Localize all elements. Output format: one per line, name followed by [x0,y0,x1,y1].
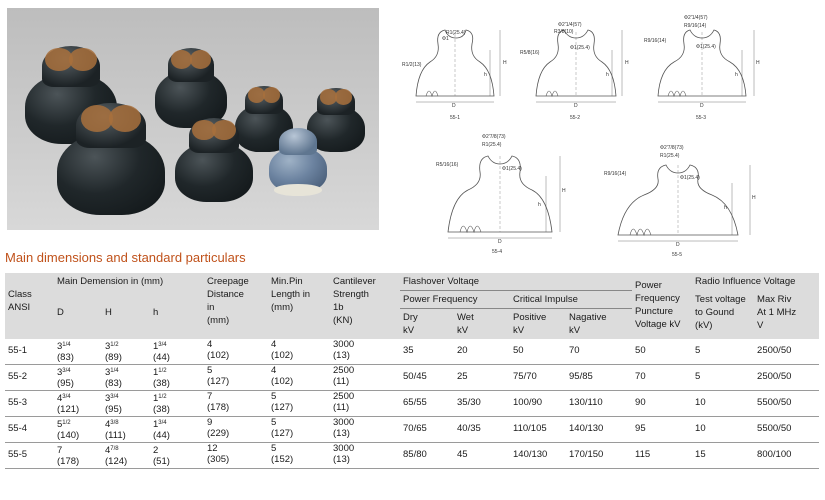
dim-label: h [735,72,738,78]
dim-label: Φ1 [442,36,449,42]
dim-label: h [484,72,487,78]
col-class-ansi: Class ANSI [5,273,54,339]
cell-max-riv: 800/100 [754,443,819,469]
cell-wet: 40/35 [454,417,510,443]
cell-positive: 75/70 [510,365,566,391]
cell-test-voltage: 5 [692,339,754,365]
cell-wet: 20 [454,339,510,365]
cell-creepage: 5 (127) [204,365,268,391]
cell-negative: 95/85 [566,365,632,391]
cell-negative: 140/130 [566,417,632,443]
cell-negative: 170/150 [566,443,632,469]
table-row [5,391,819,417]
cell-test-voltage: 5 [692,365,754,391]
dim-label: D [700,103,704,109]
cell-negative: 130/110 [566,391,632,417]
cell-h-upper: $3^{1/4}$ (83) [102,365,150,391]
col-main-dimension: Main Demension in (mm) [54,273,204,291]
cell-wet: 25 [454,365,510,391]
cell-d: $3^{1/4}$ (83) [54,339,102,365]
cell-class: 55-5 [5,443,54,469]
cell-puncture: 70 [632,365,692,391]
cell-cantilever: 3000 (13) [330,339,400,365]
cell-d: $5^{1/2}$ (140) [54,417,102,443]
cell-h-upper: $4^{3/8}$ (111) [102,417,150,443]
dim-label: D [574,103,578,109]
dim-label: R1/2(13) [402,62,422,68]
cell-min-pin: 5 (127) [268,417,330,443]
cell-h-upper: $3^{3/4}$ (95) [102,391,150,417]
col-creepage: Creepage Distance in (mm) [204,273,268,339]
col-radio-influence: Radio Influence Voltage [692,273,819,291]
col-min-pin: Min.Pin Length in (mm) [268,273,330,339]
cell-cantilever: 3000 (13) [330,443,400,469]
cell-min-pin: 5 (127) [268,391,330,417]
cell-class: 55-4 [5,417,54,443]
dim-label: h [724,205,727,211]
cell-dry: 50/45 [400,365,454,391]
col-test-voltage: Test voltage to Gound (kV) [692,291,754,340]
dim-label: Φ2'7/8(73) [482,134,506,140]
dim-label: H [503,60,507,66]
cell-h-upper: $4^{7/8}$ (124) [102,443,150,469]
cell-creepage: 9 (229) [204,417,268,443]
cell-positive: 50 [510,339,566,365]
cell-dry: 70/65 [400,417,454,443]
col-dry: Dry kV [400,309,454,340]
drawing-55-5 [600,145,760,260]
drawing-caption: 55-4 [492,249,503,255]
dim-label: D [498,239,502,245]
dim-label: R1(25.4) [660,153,680,159]
cell-puncture: 50 [632,339,692,365]
dim-label: Φ2'7/8(73) [660,145,684,151]
cell-test-voltage: 10 [692,417,754,443]
cell-max-riv: 2500/50 [754,339,819,365]
dim-label: R5/8(16) [520,50,540,56]
cell-negative: 70 [566,339,632,365]
spec-table [5,273,819,469]
dim-label: h [538,202,541,208]
insulator-image [57,103,165,215]
col-critical-impulse: Critical Impulse [510,291,632,309]
col-wet: Wet kV [454,309,510,340]
cell-dry: 35 [400,339,454,365]
dim-label: D [676,242,680,248]
cell-puncture: 95 [632,417,692,443]
cell-cantilever: 2500 (11) [330,391,400,417]
col-power-frequency: Power Frequency [400,291,510,309]
dim-label: H [562,188,566,194]
product-photo [7,8,379,230]
drawing-55-4 [430,132,570,257]
cell-positive: 110/105 [510,417,566,443]
table-row [5,417,819,443]
dim-label: D [452,103,456,109]
cell-creepage: 7 (178) [204,391,268,417]
cell-h-lower: $1^{3/4}$ (44) [150,339,204,365]
cell-min-pin: 5 (152) [268,443,330,469]
cell-d: $4^{3/4}$ (121) [54,391,102,417]
col-d: D [54,291,102,340]
drawing-caption: 55-1 [450,115,461,121]
cell-creepage: 4 (102) [204,339,268,365]
cell-dry: 65/55 [400,391,454,417]
section-title: Main dimensions and standard particulars [5,250,246,265]
insulator-image [269,128,327,192]
cell-h-lower: $1^{1/2}$ (38) [150,391,204,417]
cell-max-riv: 5500/50 [754,417,819,443]
cell-wet: 35/30 [454,391,510,417]
table-row [5,443,819,469]
cell-puncture: 90 [632,391,692,417]
cell-positive: 140/130 [510,443,566,469]
cell-cantilever: 2500 (11) [330,365,400,391]
dim-label: Φ1(25.4) [696,44,716,50]
col-power-puncture: Power Frequency Puncture Voltage kV [632,273,692,339]
table-row [5,339,819,365]
table-row [5,365,819,391]
dim-label: R3/8(10) [554,29,574,35]
col-negative: Nagative kV [566,309,632,340]
col-positive: Positive kV [510,309,566,340]
cell-max-riv: 5500/50 [754,391,819,417]
cell-class: 55-2 [5,365,54,391]
dim-label: Φ2'1/4(57) [558,22,582,28]
dim-label: H [756,60,760,66]
col-cantilever: Cantilever Strength 1b (KN) [330,273,400,339]
cell-class: 55-1 [5,339,54,365]
insulator-image [155,48,227,128]
dim-label: H [625,60,629,66]
dim-label: R9/16(14) [604,171,627,177]
col-h-lower: h [150,291,204,340]
cell-test-voltage: 10 [692,391,754,417]
cell-h-lower: $1^{3/4}$ (44) [150,417,204,443]
insulator-image [175,118,253,202]
cell-max-riv: 2500/50 [754,365,819,391]
cell-test-voltage: 15 [692,443,754,469]
dim-label: Φ1(25.4) [502,166,522,172]
cell-h-upper: $3^{1/2}$ (89) [102,339,150,365]
dim-label: R9/16(14) [684,23,707,29]
drawing-caption: 55-2 [570,115,581,121]
dim-label: H [752,195,756,201]
dim-label: R5/16(16) [436,162,459,168]
cell-positive: 100/90 [510,391,566,417]
cell-puncture: 115 [632,443,692,469]
cell-creepage: 12 (305) [204,443,268,469]
col-max-riv: Max Riv At 1 MHz V [754,291,819,340]
cell-h-lower: $1^{1/2}$ (38) [150,365,204,391]
drawing-55-1 [400,14,515,124]
dim-label: R1(25.4) [482,142,502,148]
cell-class: 55-3 [5,391,54,417]
drawing-caption: 55-5 [672,252,683,258]
dim-label: Φ1(25.4) [680,175,700,181]
cell-dry: 85/80 [400,443,454,469]
dim-label: R1(25.4) [446,30,466,36]
col-h-upper: H [102,291,150,340]
drawing-55-2 [518,10,633,125]
cell-h-lower: 2 (51) [150,443,204,469]
drawing-caption: 55-3 [696,115,707,121]
cell-min-pin: 4 (102) [268,365,330,391]
dim-label: Φ2'1/4(57) [684,15,708,21]
dim-label: Φ1(25.4) [570,45,590,51]
dim-label: R9/16(14) [644,38,667,44]
cell-d: $3^{3/4}$ (95) [54,365,102,391]
cell-cantilever: 3000 (13) [330,417,400,443]
drawing-55-3 [640,10,765,125]
col-flashover: Flashover Voltaqe [400,273,632,291]
dim-label: h [606,72,609,78]
cell-min-pin: 4 (102) [268,339,330,365]
cell-wet: 45 [454,443,510,469]
cell-d: 7 (178) [54,443,102,469]
